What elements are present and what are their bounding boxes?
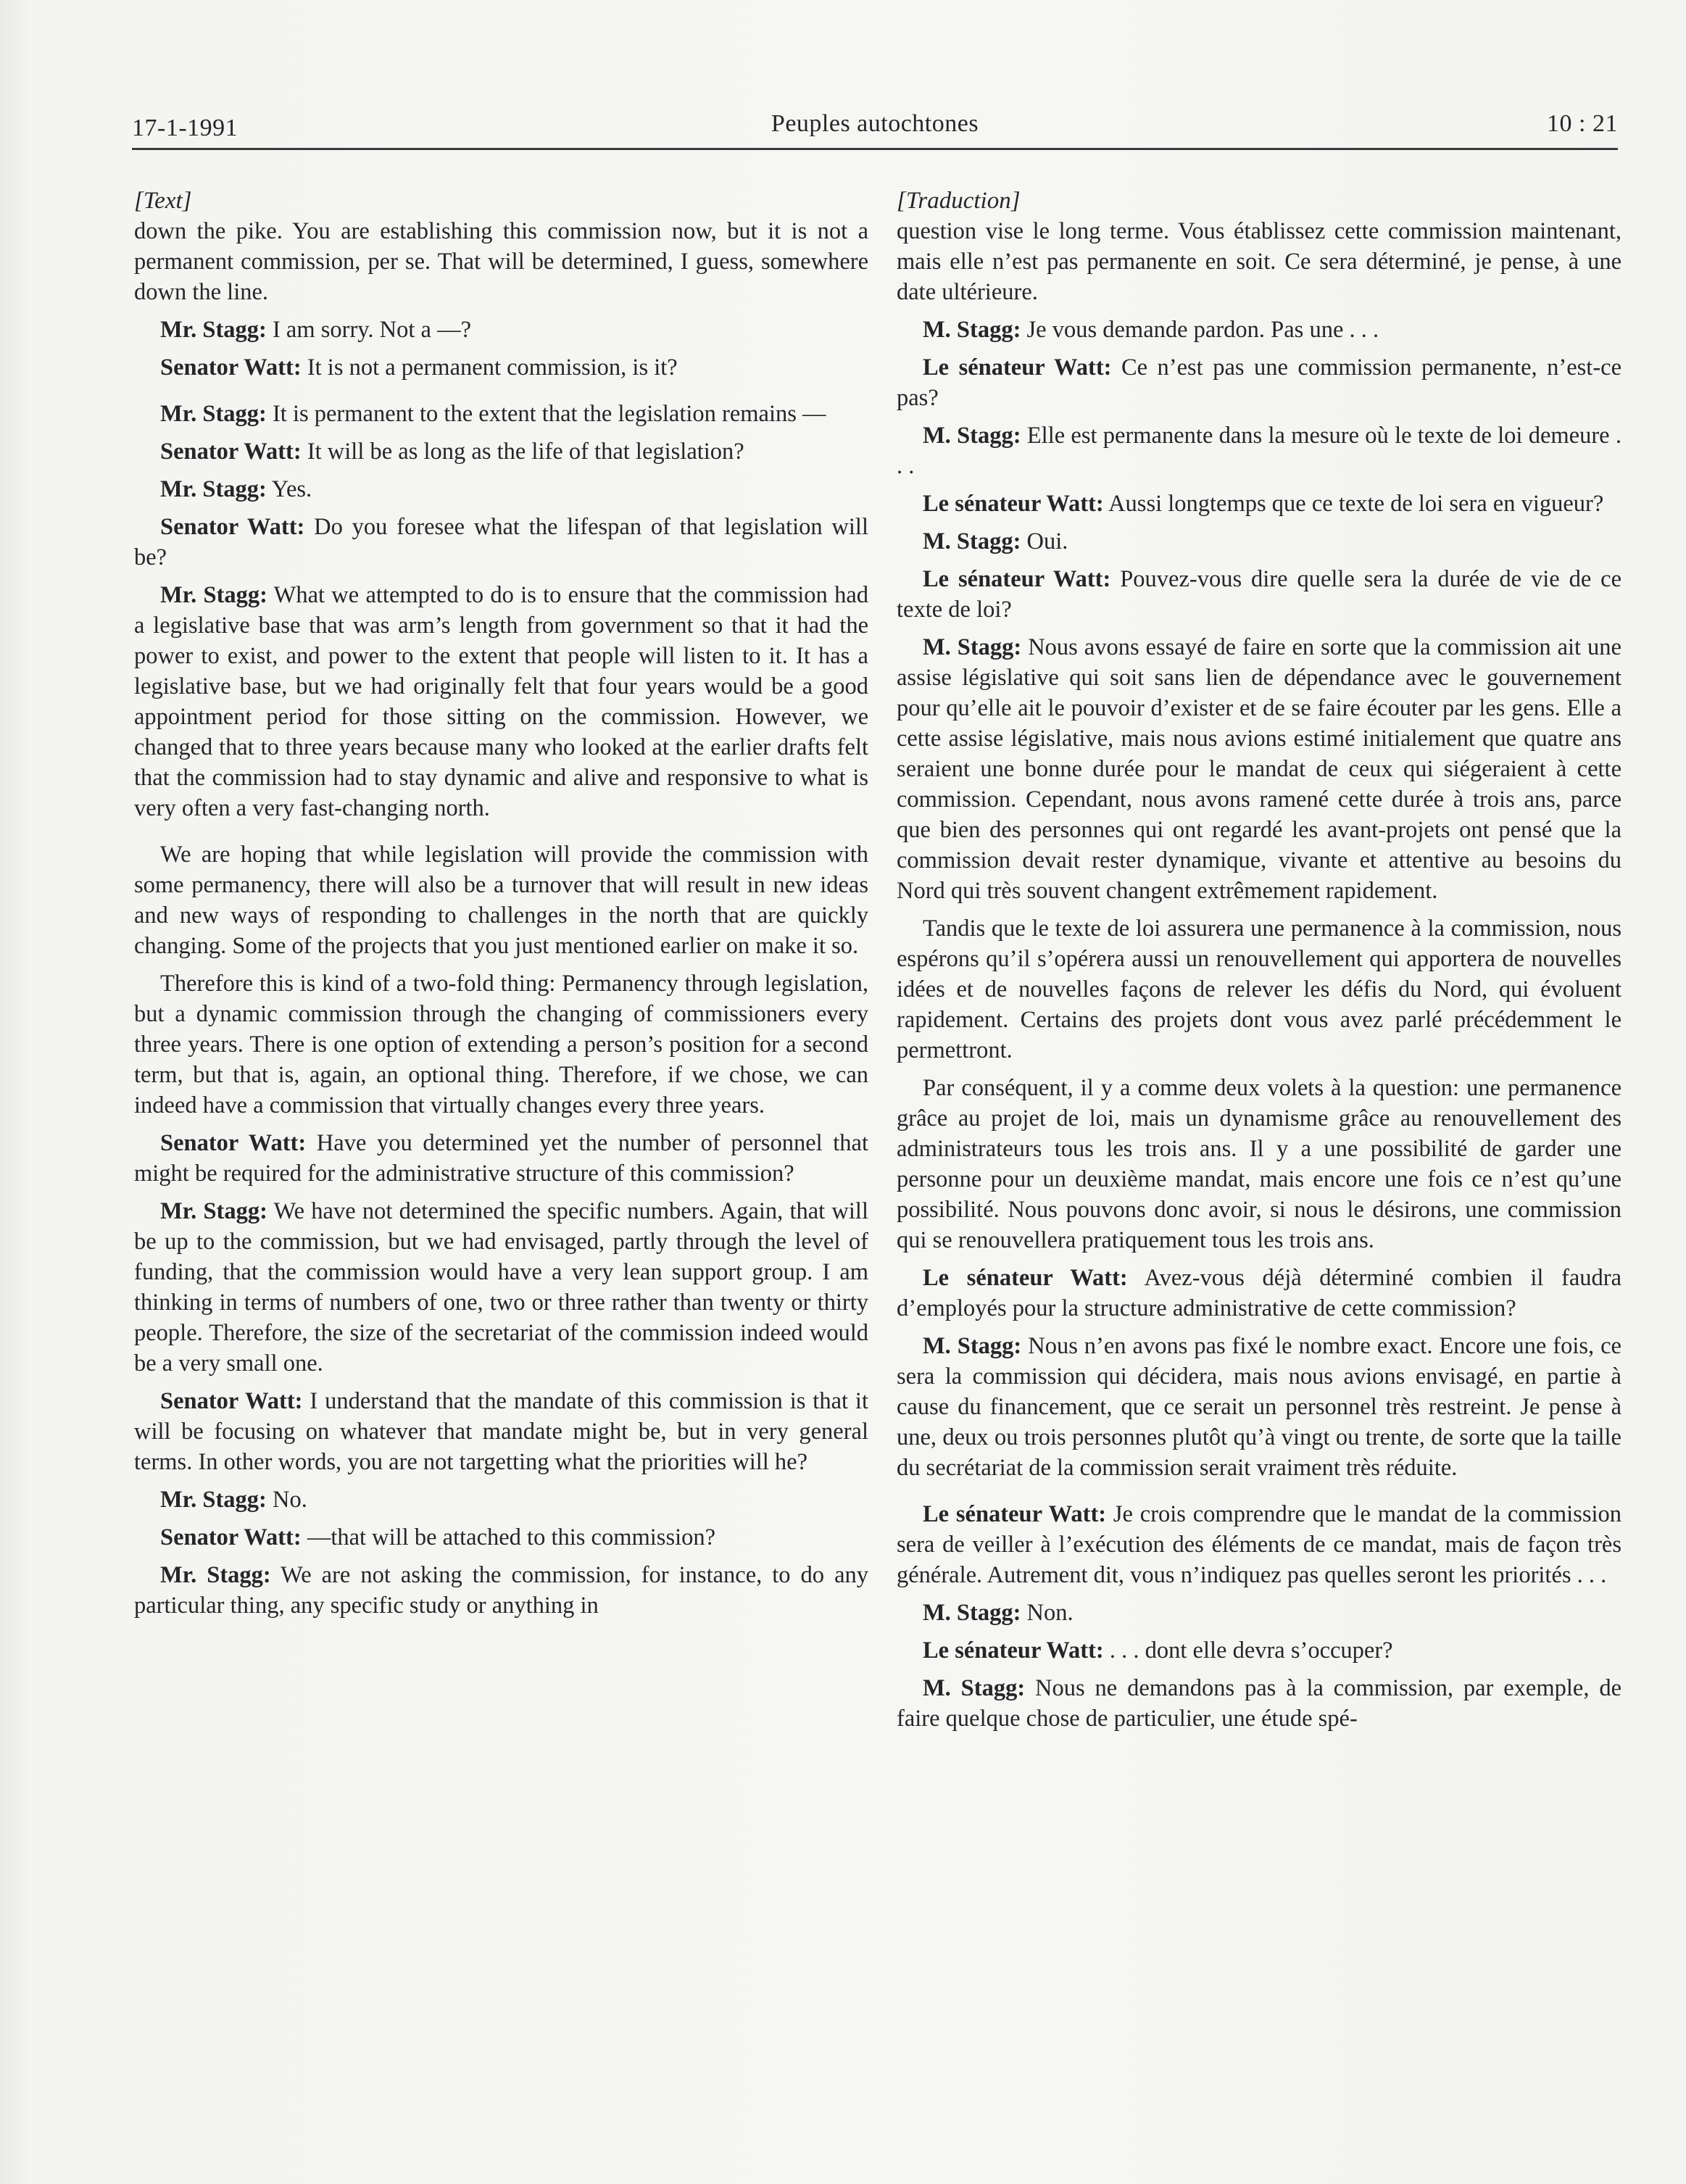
speaker-name: M. Stagg: [923, 634, 1022, 660]
paragraph [897, 216, 1621, 307]
right-column [897, 186, 1621, 1741]
right-column-label: [Traduction] [897, 188, 1021, 214]
paragraph [897, 1263, 1621, 1324]
paragraph [134, 1386, 868, 1477]
paragraph [134, 1196, 868, 1379]
speaker-name: Mr. Stagg: [160, 582, 267, 608]
paragraph [897, 1331, 1621, 1483]
speaker-name: Mr. Stagg: [160, 476, 267, 502]
paragraph-text: Je vous demande pardon. Pas une . . . [1021, 317, 1379, 343]
paragraph-text: It is not a permanent commission, is it? [301, 354, 678, 381]
paragraph [134, 1128, 868, 1189]
paragraph [897, 315, 1621, 345]
speaker-name: Le sénateur Watt: [923, 1265, 1128, 1291]
speaker-name: Senator Watt: [160, 1130, 307, 1156]
paragraph [897, 632, 1621, 906]
paragraph [134, 968, 868, 1121]
header-date: 17-1-1991 [132, 115, 238, 141]
paragraph [134, 315, 868, 345]
paragraph-text: It will be as long as the life of that legislation? [301, 439, 744, 465]
paragraph [134, 216, 868, 307]
speaker-name: Senator Watt: [160, 1524, 302, 1550]
speaker-name: Mr. Stagg: [160, 1487, 267, 1513]
speaker-name: Le sénateur Watt: [923, 1637, 1104, 1664]
paragraph [897, 489, 1621, 519]
paragraph-text: Tandis que le texte de loi assurera une permanence à la commission, nous espérons qu’il s’opérera aussi un renouvellement qui apportera de nouvelles idées et de nouvelles façons de relever les défis du Nord, qui évoluent rapidement. Certains des projets dont vous avez parlé précédemment le permettront. [897, 915, 1621, 1063]
header-title: Peuples autochtones [771, 110, 979, 137]
speaker-name: Mr. Stagg: [160, 1198, 267, 1224]
speaker-name: Senator Watt: [160, 354, 302, 381]
paragraph [134, 436, 868, 467]
paragraph-text: We have not determined the specific numbers. Again, that will be up to the commission, but we had envisaged, partly through the level of funding, that the commission would have a very lean support group. I am thinking in terms of numbers of one, two or three rather than twenty or thirty people. Therefore, the size of the secretariat of the commission indeed would be a very small one. [134, 1198, 868, 1377]
speaker-name: Le sénateur Watt: [923, 491, 1104, 517]
paragraph-text: down the pike. You are establishing this commission now, but it is not a permanent commission, per se. That will be determined, I guess, somewhere down the line. [134, 218, 868, 305]
paragraph-text: What we attempted to do is to ensure that the commission had a legislative base that was arm’s length from government so that it had the power to exist, and power to the extent that people will listen to it. It has a legislative base, but we had originally felt that four years would be a good appointment period for those sitting on the commission. However, we changed that to three years because many who looked at the earlier drafts felt that the commission had to stay dynamic and alive and responsive to what is very often a very fast-changing north. [134, 582, 868, 821]
paragraph [134, 399, 868, 429]
speaker-name: Mr. Stagg: [160, 317, 267, 343]
speaker-name: Mr. Stagg: [160, 1562, 271, 1588]
paragraph-text: Do you foresee what the lifespan of that legislation will be? [134, 514, 868, 570]
speaker-name: M. Stagg: [923, 1333, 1022, 1359]
paragraph-text: It is permanent to the extent that the legislation remains — [266, 401, 826, 427]
paragraph [134, 580, 868, 823]
paragraph [897, 1635, 1621, 1666]
speaker-name: Senator Watt: [160, 514, 305, 540]
paragraph-text: Ce n’est pas une commission permanente, n’est-ce pas? [897, 354, 1622, 411]
paragraph-text: Non. [1021, 1600, 1074, 1626]
paragraph-text: We are not asking the commission, for instance, to do any particular thing, any specific study or anything in [134, 1562, 868, 1619]
paragraph-text: Nous n’en avons pas fixé le nombre exact. Encore une fois, ce sera la commission qui décidera, mais nous avions envisagé, en partie à cause du financement, que ce serait un personnel très restreint. Je pense à une, deux ou trois personnes plutôt qu’à vingt ou trente, de sorte que la taille du secrétariat de la commission serait vraiment très réduite. [897, 1333, 1621, 1481]
speaker-name: Le sénateur Watt: [923, 1501, 1107, 1527]
paragraph-text: Elle est permanente dans la mesure où le texte de loi demeure . . . [897, 423, 1621, 479]
paragraph-text: Therefore this is kind of a two-fold thing: Permanency through legislation, but a dynamic commission through the changing of commissioners every three years. There is one option of extending a person’s position for a second term, but that is, again, an optional thing. Therefore, if we chose, we can indeed have a commission that virtually changes every three years. [134, 971, 868, 1118]
paragraph [897, 526, 1621, 557]
left-column-label: [Text] [134, 188, 192, 214]
paragraph [897, 1073, 1621, 1255]
speaker-name: Le sénateur Watt: [923, 354, 1112, 381]
speaker-name: M. Stagg: [923, 317, 1021, 343]
paragraph [897, 1598, 1621, 1628]
paragraph-text: Nous ne demandons pas à la commission, par exemple, de faire quelque chose de particulier, une étude spé- [897, 1675, 1621, 1732]
paragraph [134, 1485, 868, 1515]
paragraph-text: I understand that the mandate of this commission is that it will be focusing on whatever that mandate might be, but in very general terms. In other words, you are not targetting what the priorities will he? [134, 1388, 868, 1475]
paragraph [134, 474, 868, 505]
speaker-name: Le sénateur Watt: [923, 566, 1111, 592]
paragraph-text: We are hoping that while legislation will provide the commission with some permanency, there will also be a turnover that will result in new ideas and new ways of responding to challenges in the north that are quickly changing. Some of the projects that you just mentioned earlier on make it so. [134, 842, 868, 959]
speaker-name: Senator Watt: [160, 1388, 303, 1414]
paragraph [897, 420, 1621, 481]
paragraph [897, 1499, 1621, 1590]
paragraph [897, 1673, 1621, 1734]
paragraph-text: Have you determined yet the number of personnel that might be required for the administrative structure of this commission? [134, 1130, 868, 1187]
paragraph-text: Yes. [266, 476, 312, 502]
paragraph-text: Nous avons essayé de faire en sorte que la commission ait une assise législative qui soit sans lien de dépendance avec le gouvernement pour qu’elle ait le pouvoir d’exister et de se faire écouter par les gens. Elle a cette assise législative, mais nous avions estimé initialement que quatre ans seraient une bonne durée pour le mandat de ceux qui siégeraient à cette commission. Cependant, nous avons ramené cette durée à trois ans, parce que bien des personnes qui ont regardé les avant-projets ont pensé que la commission devait rester dynamique, vivante et attentive au besoins du Nord qui très souvent changent extrêmement rapidement. [897, 634, 1621, 904]
paragraph-text: Pouvez-vous dire quelle sera la durée de vie de ce texte de loi? [897, 566, 1622, 623]
paragraph-text: . . . dont elle devra s’occuper? [1103, 1637, 1393, 1664]
paragraph-text: Avez-vous déjà déterminé combien il faudra d’employés pour la structure administrative de cette commission? [897, 1265, 1621, 1321]
speaker-name: Mr. Stagg: [160, 401, 267, 427]
paragraph [134, 512, 868, 573]
speaker-name: Senator Watt: [160, 439, 302, 465]
paragraph-text: —that will be attached to this commission? [301, 1524, 716, 1550]
speaker-name: M. Stagg: [923, 423, 1021, 449]
paragraph [897, 352, 1621, 413]
paragraph-text: Aussi longtemps que ce texte de loi sera en vigueur? [1103, 491, 1604, 517]
speaker-name: M. Stagg: [923, 1675, 1026, 1701]
left-column [134, 186, 868, 1628]
paragraph-text: Par conséquent, il y a comme deux volets à la question: une permanence grâce au projet de loi, mais un dynamisme grâce au renouvellement des administrateurs tous les trois ans. Il y a une possibilité de garder une personne pour un deuxième mandat, mais encore une fois ce n’est qu’une possibilité. Nous pouvons donc avoir, si nous le désirons, une commission qui se renouvellera pratiquement tous les trois ans. [897, 1075, 1621, 1253]
paragraph [134, 1522, 868, 1553]
paragraph-text: No. [266, 1487, 307, 1513]
header-page-number: 10 : 21 [1547, 110, 1618, 137]
page-header [132, 107, 1618, 148]
speaker-name: M. Stagg: [923, 528, 1021, 555]
paragraph [897, 564, 1621, 625]
paragraph [134, 839, 868, 961]
paragraph [897, 913, 1621, 1066]
header-rule [132, 148, 1618, 150]
paragraph-text: I am sorry. Not a —? [266, 317, 472, 343]
paragraph [134, 1560, 868, 1621]
paragraph [134, 352, 868, 383]
paragraph-text: Je crois comprendre que le mandat de la commission sera de veiller à l’exécution des éléments de ce mandat, mais de façon très générale. Autrement dit, vous n’indiquez pas quelles seront les priorités . . . [897, 1501, 1621, 1588]
paragraph-text: Oui. [1021, 528, 1068, 555]
paragraph-text: question vise le long terme. Vous établissez cette commission maintenant, mais elle n’est pas permanente en soit. Ce sera déterminé, je pense, à une date ultérieure. [897, 218, 1621, 305]
speaker-name: M. Stagg: [923, 1600, 1021, 1626]
